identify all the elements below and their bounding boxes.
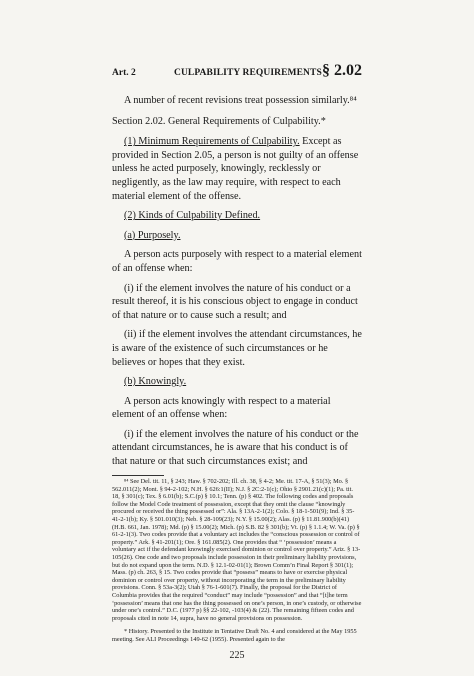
- running-header: [112, 62, 362, 84]
- clause-b-i: (i) if the element involves the nature of his conduct or the attendant circumstances, he is aware that his conduct is of that nature or that such circumstances exist; and: [112, 428, 359, 468]
- intro-paragraph: A number of recent revisions treat possession similarly.⁸⁴: [124, 95, 357, 106]
- main-text: [112, 94, 362, 469]
- para-b-heading: (b) Knowingly.: [124, 376, 187, 388]
- para-a-text: A person acts purposely with respect to a material element of an offense when:: [112, 249, 362, 274]
- subsection-1-text: Except as provided in Section 2.05, a person is not guilty of an offense unless he acted purposely, knowingly, recklessly or negligently, as the law may require, with respect to each material element of the offense.: [112, 136, 359, 202]
- header-title: CULPABILITY REQUIREMENTS: [174, 68, 322, 78]
- clause-a-i: (i) if the element involves the nature of his conduct or a result thereof, it is his conscious object to engage in conduct of that nature or to cause such a result; and: [112, 282, 358, 321]
- subsection-1: [112, 135, 362, 203]
- subsection-1-heading: (1) Minimum Requirements of Culpability.: [124, 136, 300, 148]
- clause-a-ii: (ii) if the element involves the attendant circumstances, he is aware of the existence of such circumstances or he believes or hopes that they exist.: [112, 329, 362, 368]
- history-note: * History. Presented to the Institute in Tentative Draft No. 4 and considered at the May 1955 meeting. See ALI Proceedings 149-62 (1955). Presented again to the: [112, 628, 357, 643]
- footnote-rule: [112, 475, 164, 476]
- section-heading: Section 2.02. General Requirements of Culpability.*: [112, 115, 326, 127]
- subsection-2-heading: (2) Kinds of Culpability Defined.: [124, 210, 261, 222]
- footnote-84: ⁸⁴ See Del. tit. 11, § 243; Haw. § 702-202; Ill. ch. 38, § 4-2; Me. tit. 17-A, § 51(3); Mo. § 562.011(2); Mont. § 94-2-102; N.H. § 626:1(II); N.J. § 2C:2-1(c); Ohio § 2901.21(c)(1); Pa. tit. 18, § 301(c); Tex. § 6.01(b); S.C.(p) § 10.1; Tenn. (p) § 402. The following codes and proposals follow the Model Code treatment of possession, except that they omit the clause “knowingly procured or received the thing possessed or”: Ala. § 13A-2-1(2); Colo. § 18-1-501(9); Ind. § 35-41-2-1(b); Ky. § 501.010(3); Neb. § 28-109(23); N.Y. § 15.00(2); Alas. (p) § 11.81.900(b)(41) (H.B. 661, Jan. 1978); Md. (p) § 15.00(2); Mich. (p) S.B. 82 § 301(b); Vt. (p) § 1.1.4; W. Va. (p) § 61-2-1(3). Two codes provide that a voluntary act includes the “conscious possession or control of property.” Ark. § 41-201(1); Ore. § 161.085(2). One provides that “ ‘possession’ means a voluntary act if the defendant knowingly exercised dominion or control over property.” Ariz. § 13-105(26). One code and two proposals include possession in their preliminary liability provisions, but do not expand upon the term. N.D. § 12.1-02-01(1); Brown Comm’n Final Report § 301(1); Mass. (p) ch. 263, § 15. Two codes provide that “possess” means to have or exercise physical dominion or control over property, without incorporating the term in the preliminary liability provisions. Conn. § 53a-3(2); Utah § 76-1-601(7). Finally, the proposal for the District of Columbia provides that the required “conduct” may include “possession” and that “[t]he term ‘possession’ means that one has the thing possessed on one’s person, in one’s custody, or otherwise under one’s control.” D.C. (1977 p) §§ 22-102, -103(4) & (22). The remaining fifteen codes and proposals cited in note 14, supra, have no general provisions on possession.: [112, 478, 362, 622]
- para-b-text: A person acts knowingly with respect to a material element of an offense when:: [112, 395, 331, 421]
- section-number: § 2.02: [322, 62, 362, 79]
- page-number: 225: [229, 650, 245, 661]
- article-label: Art. 2: [112, 68, 136, 78]
- para-a-heading: (a) Purposely.: [124, 229, 181, 241]
